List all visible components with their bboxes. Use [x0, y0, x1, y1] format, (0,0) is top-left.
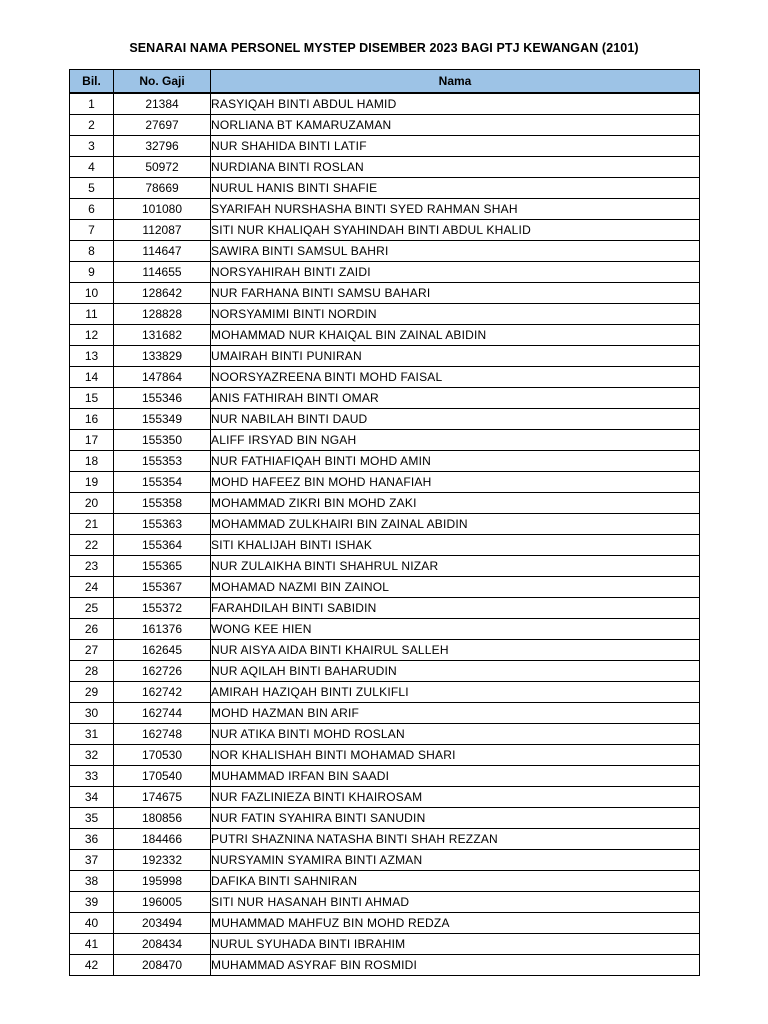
table-row: [70, 892, 700, 913]
cell-no-gaji: 155353: [114, 451, 211, 472]
cell-nama: NORSYAMIMI BINTI NORDIN: [211, 304, 700, 325]
cell-no-gaji: 155354: [114, 472, 211, 493]
cell-bil: 22: [70, 535, 114, 556]
cell-bil: 6: [70, 199, 114, 220]
table-row: [70, 430, 700, 451]
table-row: [70, 787, 700, 808]
cell-no-gaji: 161376: [114, 619, 211, 640]
cell-nama: MOHAMAD NAZMI BIN ZAINOL: [211, 577, 700, 598]
cell-nama: SITI KHALIJAH BINTI ISHAK: [211, 535, 700, 556]
table-row: [70, 451, 700, 472]
cell-no-gaji: 133829: [114, 346, 211, 367]
cell-bil: 37: [70, 850, 114, 871]
cell-bil: 10: [70, 283, 114, 304]
cell-bil: 18: [70, 451, 114, 472]
cell-nama: MOHAMMAD NUR KHAIQAL BIN ZAINAL ABIDIN: [211, 325, 700, 346]
table-row: [70, 346, 700, 367]
column-header-no-gaji: No. Gaji: [114, 70, 211, 94]
cell-no-gaji: 155364: [114, 535, 211, 556]
table-row: [70, 934, 700, 955]
cell-bil: 27: [70, 640, 114, 661]
cell-no-gaji: 192332: [114, 850, 211, 871]
cell-bil: 42: [70, 955, 114, 976]
cell-nama: MUHAMMAD ASYRAF BIN ROSMIDI: [211, 955, 700, 976]
table-body: [70, 93, 700, 976]
cell-nama: NURUL HANIS BINTI SHAFIE: [211, 178, 700, 199]
table-row: [70, 241, 700, 262]
cell-bil: 20: [70, 493, 114, 514]
table-row: [70, 93, 700, 115]
cell-nama: NORSYAHIRAH BINTI ZAIDI: [211, 262, 700, 283]
table-row: [70, 703, 700, 724]
table-row: [70, 367, 700, 388]
table-row: [70, 115, 700, 136]
cell-nama: UMAIRAH BINTI PUNIRAN: [211, 346, 700, 367]
cell-nama: ANIS FATHIRAH BINTI OMAR: [211, 388, 700, 409]
cell-bil: 23: [70, 556, 114, 577]
cell-no-gaji: 162742: [114, 682, 211, 703]
cell-nama: NUR AQILAH BINTI BAHARUDIN: [211, 661, 700, 682]
table-row: [70, 283, 700, 304]
cell-bil: 30: [70, 703, 114, 724]
cell-nama: SITI NUR KHALIQAH SYAHINDAH BINTI ABDUL KHALID: [211, 220, 700, 241]
cell-no-gaji: 32796: [114, 136, 211, 157]
table-row: [70, 955, 700, 976]
cell-no-gaji: 170530: [114, 745, 211, 766]
cell-bil: 5: [70, 178, 114, 199]
cell-no-gaji: 162744: [114, 703, 211, 724]
cell-no-gaji: 180856: [114, 808, 211, 829]
cell-nama: PUTRI SHAZNINA NATASHA BINTI SHAH REZZAN: [211, 829, 700, 850]
cell-no-gaji: 101080: [114, 199, 211, 220]
cell-bil: 2: [70, 115, 114, 136]
table-row: [70, 514, 700, 535]
cell-nama: DAFIKA BINTI SAHNIRAN: [211, 871, 700, 892]
cell-bil: 16: [70, 409, 114, 430]
cell-nama: MUHAMMAD IRFAN BIN SAADI: [211, 766, 700, 787]
cell-nama: AMIRAH HAZIQAH BINTI ZULKIFLI: [211, 682, 700, 703]
cell-no-gaji: 170540: [114, 766, 211, 787]
table-row: [70, 535, 700, 556]
cell-no-gaji: 155346: [114, 388, 211, 409]
table-row: [70, 829, 700, 850]
cell-nama: MOHAMMAD ZULKHAIRI BIN ZAINAL ABIDIN: [211, 514, 700, 535]
cell-no-gaji: 203494: [114, 913, 211, 934]
cell-nama: NUR ATIKA BINTI MOHD ROSLAN: [211, 724, 700, 745]
table-row: [70, 850, 700, 871]
cell-no-gaji: 131682: [114, 325, 211, 346]
table-row: [70, 199, 700, 220]
cell-nama: NOR KHALISHAH BINTI MOHAMAD SHARI: [211, 745, 700, 766]
header-row: [70, 70, 700, 94]
table-row: [70, 871, 700, 892]
cell-bil: 31: [70, 724, 114, 745]
table-row: [70, 388, 700, 409]
cell-bil: 7: [70, 220, 114, 241]
table-row: [70, 724, 700, 745]
table-row: [70, 556, 700, 577]
cell-no-gaji: 155367: [114, 577, 211, 598]
cell-bil: 19: [70, 472, 114, 493]
cell-nama: SITI NUR HASANAH BINTI AHMAD: [211, 892, 700, 913]
cell-no-gaji: 78669: [114, 178, 211, 199]
table-header: [70, 70, 700, 94]
cell-bil: 14: [70, 367, 114, 388]
table-row: [70, 472, 700, 493]
table-row: [70, 577, 700, 598]
table-row: [70, 766, 700, 787]
cell-nama: NUR NABILAH BINTI DAUD: [211, 409, 700, 430]
cell-bil: 32: [70, 745, 114, 766]
cell-no-gaji: 112087: [114, 220, 211, 241]
table-row: [70, 598, 700, 619]
cell-bil: 11: [70, 304, 114, 325]
cell-bil: 1: [70, 93, 114, 115]
cell-nama: NURDIANA BINTI ROSLAN: [211, 157, 700, 178]
table-row: [70, 178, 700, 199]
cell-nama: NURUL SYUHADA BINTI IBRAHIM: [211, 934, 700, 955]
cell-nama: RASYIQAH BINTI ABDUL HAMID: [211, 93, 700, 115]
table-row: [70, 304, 700, 325]
cell-no-gaji: 162748: [114, 724, 211, 745]
cell-nama: FARAHDILAH BINTI SABIDIN: [211, 598, 700, 619]
cell-bil: 9: [70, 262, 114, 283]
cell-nama: NUR ZULAIKHA BINTI SHAHRUL NIZAR: [211, 556, 700, 577]
cell-bil: 40: [70, 913, 114, 934]
cell-no-gaji: 155350: [114, 430, 211, 451]
cell-no-gaji: 21384: [114, 93, 211, 115]
table-row: [70, 682, 700, 703]
cell-bil: 26: [70, 619, 114, 640]
cell-bil: 29: [70, 682, 114, 703]
cell-nama: SYARIFAH NURSHASHA BINTI SYED RAHMAN SHAH: [211, 199, 700, 220]
cell-bil: 38: [70, 871, 114, 892]
cell-bil: 13: [70, 346, 114, 367]
table-row: [70, 325, 700, 346]
table-row: [70, 913, 700, 934]
cell-no-gaji: 128642: [114, 283, 211, 304]
table-row: [70, 745, 700, 766]
cell-nama: NURSYAMIN SYAMIRA BINTI AZMAN: [211, 850, 700, 871]
cell-nama: MUHAMMAD MAHFUZ BIN MOHD REDZA: [211, 913, 700, 934]
cell-no-gaji: 147864: [114, 367, 211, 388]
cell-no-gaji: 155363: [114, 514, 211, 535]
cell-nama: MOHD HAFEEZ BIN MOHD HANAFIAH: [211, 472, 700, 493]
cell-no-gaji: 114655: [114, 262, 211, 283]
cell-nama: ALIFF IRSYAD BIN NGAH: [211, 430, 700, 451]
table-row: [70, 262, 700, 283]
cell-nama: NUR FARHANA BINTI SAMSU BAHARI: [211, 283, 700, 304]
cell-bil: 25: [70, 598, 114, 619]
document-title: SENARAI NAMA PERSONEL MYSTEP DISEMBER 2023 BAGI PTJ KEWANGAN (2101): [129, 41, 639, 55]
cell-no-gaji: 196005: [114, 892, 211, 913]
cell-no-gaji: 155349: [114, 409, 211, 430]
cell-no-gaji: 155372: [114, 598, 211, 619]
cell-nama: NUR FATHIAFIQAH BINTI MOHD AMIN: [211, 451, 700, 472]
table-row: [70, 619, 700, 640]
cell-bil: 39: [70, 892, 114, 913]
table-row: [70, 808, 700, 829]
personnel-table: [69, 69, 700, 976]
cell-no-gaji: 184466: [114, 829, 211, 850]
cell-bil: 15: [70, 388, 114, 409]
cell-bil: 35: [70, 808, 114, 829]
cell-no-gaji: 128828: [114, 304, 211, 325]
cell-no-gaji: 27697: [114, 115, 211, 136]
cell-no-gaji: 50972: [114, 157, 211, 178]
cell-nama: NUR AISYA AIDA BINTI KHAIRUL SALLEH: [211, 640, 700, 661]
table-row: [70, 493, 700, 514]
cell-bil: 4: [70, 157, 114, 178]
cell-bil: 12: [70, 325, 114, 346]
cell-bil: 17: [70, 430, 114, 451]
cell-no-gaji: 155358: [114, 493, 211, 514]
table-row: [70, 220, 700, 241]
table-row: [70, 661, 700, 682]
cell-no-gaji: 208470: [114, 955, 211, 976]
cell-nama: MOHAMMAD ZIKRI BIN MOHD ZAKI: [211, 493, 700, 514]
table-row: [70, 157, 700, 178]
cell-bil: 8: [70, 241, 114, 262]
cell-nama: NOORSYAZREENA BINTI MOHD FAISAL: [211, 367, 700, 388]
cell-bil: 34: [70, 787, 114, 808]
cell-bil: 33: [70, 766, 114, 787]
cell-nama: WONG KEE HIEN: [211, 619, 700, 640]
cell-nama: NUR FATIN SYAHIRA BINTI SANUDIN: [211, 808, 700, 829]
cell-bil: 24: [70, 577, 114, 598]
cell-no-gaji: 162645: [114, 640, 211, 661]
cell-bil: 3: [70, 136, 114, 157]
cell-nama: MOHD HAZMAN BIN ARIF: [211, 703, 700, 724]
table-row: [70, 640, 700, 661]
cell-no-gaji: 162726: [114, 661, 211, 682]
cell-no-gaji: 208434: [114, 934, 211, 955]
table-row: [70, 409, 700, 430]
cell-no-gaji: 155365: [114, 556, 211, 577]
cell-nama: SAWIRA BINTI SAMSUL BAHRI: [211, 241, 700, 262]
column-header-bil: Bil.: [70, 70, 114, 94]
cell-nama: NORLIANA BT KAMARUZAMAN: [211, 115, 700, 136]
column-header-nama: Nama: [211, 70, 700, 94]
cell-no-gaji: 114647: [114, 241, 211, 262]
cell-bil: 28: [70, 661, 114, 682]
cell-no-gaji: 174675: [114, 787, 211, 808]
cell-no-gaji: 195998: [114, 871, 211, 892]
cell-bil: 21: [70, 514, 114, 535]
cell-nama: NUR SHAHIDA BINTI LATIF: [211, 136, 700, 157]
cell-bil: 41: [70, 934, 114, 955]
cell-nama: NUR FAZLINIEZA BINTI KHAIROSAM: [211, 787, 700, 808]
table-row: [70, 136, 700, 157]
cell-bil: 36: [70, 829, 114, 850]
